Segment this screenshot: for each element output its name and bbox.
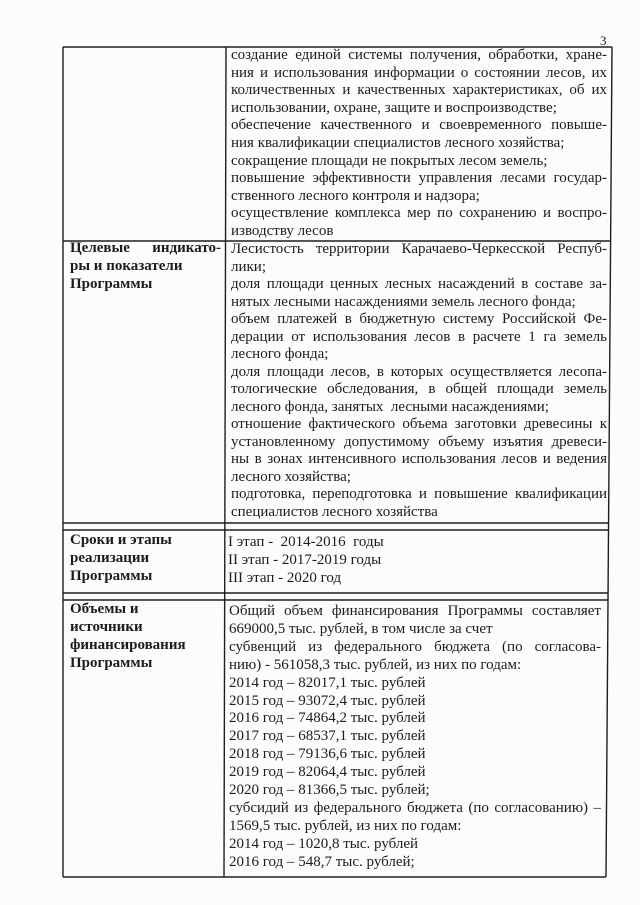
content-line: 2019 год – 82064,4 тыс. рублей bbox=[229, 764, 426, 781]
content-line: субвенций из федерального бюджета (по согласова- bbox=[229, 638, 601, 655]
content-line: лесного фонда; bbox=[231, 346, 329, 362]
content-line: нию) - 561058,3 тыс. рублей, из них по годам: bbox=[229, 656, 522, 673]
content-line: II этап - 2017-2019 годы bbox=[228, 552, 382, 568]
label-line: ры и показатели bbox=[70, 258, 183, 274]
content-line: доля площади лесов, в которых осуществляется лесопа- bbox=[231, 363, 607, 380]
content-line: отношение фактического объема заготовки древесины к bbox=[231, 416, 607, 432]
content-line: ния квалификации специалистов лесного хозяйства; bbox=[231, 134, 565, 151]
content-line: ния и использования информации о состоянии лесов, их bbox=[231, 64, 607, 81]
label-line: Сроки и этапы bbox=[70, 532, 172, 548]
content-line: 2016 год – 548,7 тыс. рублей; bbox=[229, 853, 415, 870]
content-line: 2014 год – 82017,1 тыс. рублей bbox=[229, 674, 426, 691]
content-line: повышение эффективности управления лесами государ- bbox=[231, 170, 607, 187]
content-line: дерации от использования лесов в расчете 1 га земель bbox=[231, 328, 607, 345]
content-line: I этап - 2014-2016 годы bbox=[228, 534, 384, 550]
content-line: ственного лесного контроля и надзора; bbox=[231, 187, 480, 204]
row-stages-content bbox=[228, 533, 598, 587]
content-line: 2020 год – 81366,5 тыс. рублей; bbox=[229, 782, 430, 799]
content-line: подготовка, переподготовка и повышение квалификации bbox=[231, 486, 607, 502]
label-line: реализации bbox=[70, 550, 150, 566]
row-funding-content bbox=[229, 603, 601, 872]
content-line: 2017 год – 68537,1 тыс. рублей bbox=[229, 728, 426, 745]
content-line: 1569,5 тыс. рублей, из них по годам: bbox=[229, 817, 462, 834]
label-line: Программы bbox=[70, 568, 153, 584]
content-line: объем платежей в бюджетную систему Российской Фе- bbox=[231, 311, 607, 327]
content-line: нятых лесными насаждениями земель лесного фонда; bbox=[231, 293, 576, 310]
column-divider bbox=[224, 47, 226, 877]
row-stages-label bbox=[70, 531, 221, 585]
row-funding-label bbox=[70, 600, 221, 672]
content-line: 2018 год – 79136,6 тыс. рублей bbox=[229, 746, 426, 763]
content-line: использовании, охране, защите и воспроизводстве; bbox=[231, 99, 557, 116]
content-line: субсидий из федерального бюджета (по согласованию) – bbox=[229, 799, 601, 816]
label-line: финансирования bbox=[70, 637, 186, 653]
label-line: Объемы и bbox=[70, 601, 139, 617]
content-line: доля площади ценных лесных насаждений в составе за- bbox=[231, 276, 607, 292]
content-line: обеспечение качественного и своевременного повыше- bbox=[231, 117, 607, 134]
content-line: специалистов лесного хозяйства bbox=[231, 503, 438, 520]
content-line: изводству лесов bbox=[231, 222, 334, 239]
content-line: осуществление комплекса мер по сохранению и воспро- bbox=[231, 205, 607, 222]
label-line: источники bbox=[70, 619, 143, 635]
row-goals-content bbox=[231, 47, 607, 241]
content-line: 669000,5 тыс. рублей, в том числе за счет bbox=[229, 620, 493, 637]
label-line: Программы bbox=[70, 655, 153, 671]
label-line: Программы bbox=[70, 276, 153, 292]
content-line: сокращение площади не покрытых лесом земель; bbox=[231, 152, 548, 169]
content-line: создание единой системы получения, обработки, хране- bbox=[231, 47, 607, 63]
content-line: лесного хозяйства; bbox=[231, 468, 351, 485]
content-line: установленному допустимому объему изъятия древеси- bbox=[231, 433, 607, 450]
content-line: III этап - 2020 год bbox=[228, 570, 342, 586]
content-line: Общий объем финансирования Программы составляет bbox=[229, 603, 601, 619]
content-line: 2015 год – 93072,4 тыс. рублей bbox=[229, 692, 426, 709]
content-line: лесного фонда, занятых лесными насаждениями; bbox=[231, 398, 549, 415]
content-line: 2014 год – 1020,8 тыс. рублей bbox=[229, 835, 419, 852]
content-line: 2016 год – 74864,2 тыс. рублей bbox=[229, 710, 426, 727]
row-indicators-label bbox=[70, 239, 221, 293]
content-line: количественных и качественных характеристиках, об их bbox=[231, 82, 607, 99]
row-indicators-content bbox=[231, 241, 607, 521]
content-line: ны в зонах интенсивного использования лесов и ведения bbox=[231, 451, 607, 467]
content-line: лики; bbox=[231, 258, 266, 275]
content-line: Лесистость территории Карачаево-Черкесской Респуб- bbox=[231, 241, 607, 257]
page-number: 3 bbox=[600, 33, 607, 48]
label-line: Целевые индикато- bbox=[70, 240, 221, 256]
content-line: тологические обследования, в общей площади земель bbox=[231, 381, 607, 397]
